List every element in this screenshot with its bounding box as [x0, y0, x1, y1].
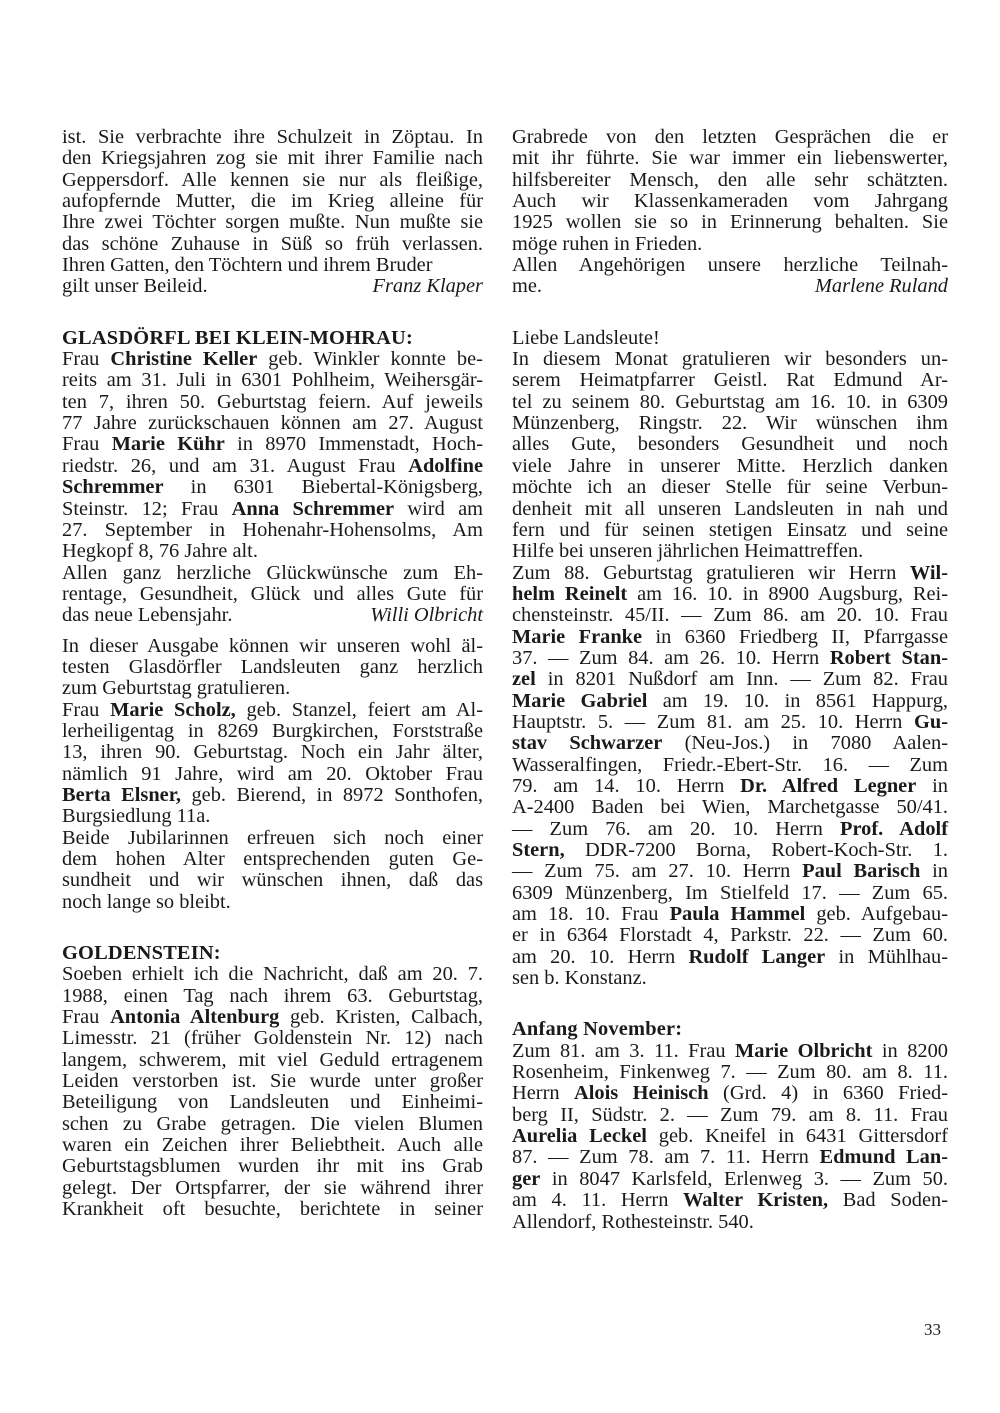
glasdoerfl-birthdays	[62, 349, 483, 562]
text-line: serem Heimatpfarrer Geistl. Rat Edmund Ar-	[512, 369, 948, 392]
left-column	[62, 127, 483, 1221]
text-line: noch lange so bleibt.	[62, 890, 231, 913]
text-line: langem, schwerem, mit viel Geduld ertragenem	[62, 1048, 483, 1071]
person-name: stav Schwarzer	[512, 732, 663, 755]
person-name: Stern,	[512, 839, 565, 861]
person-name: Robert Stan-	[829, 646, 948, 669]
closing-text: me.	[512, 275, 543, 298]
person-name: Gu-	[914, 710, 948, 733]
author-signature: Franz Klaper	[372, 275, 483, 298]
text-line: Beide Jubilarinnen erfreuen sich noch einer	[62, 826, 483, 849]
text-line: Zum 88. Geburtstag gratulieren wir Herrn Wil-	[512, 561, 948, 584]
text-line: Ihre zwei Töchter sorgen mußte. Nun mußte sie	[62, 211, 483, 234]
author-signature: Marlene Ruland	[814, 275, 948, 298]
text-line: — Zum 75. am 27. 10. Herrn Paul Barisch in	[512, 860, 948, 883]
text-line: reits am 31. Juli in 6301 Pohlheim, Weihersgär-	[62, 369, 483, 392]
closing-text: das neue Lebensjahr.	[62, 604, 233, 627]
person-name: Anna Schremmer	[231, 497, 395, 520]
text-line: Schremmer in 6301 Biebertal-Königsberg,	[62, 476, 483, 499]
text-line: den Kriegsjahren zog sie mit ihrer Familie nach	[62, 147, 483, 170]
text-line: Aurelia Leckel geb. Kneifel in 6431 Gittersdorf	[512, 1125, 948, 1148]
text-line: Frau Christine Keller geb. Winkler konnte be-	[62, 348, 483, 371]
person-name: Marie Franke	[512, 625, 643, 648]
person-name: Rudolf Langer	[688, 945, 826, 968]
text-line: Wasseralfingen, Friedr.-Ebert-Str. 16. — Zum	[512, 753, 948, 776]
text-line: 27. September in Hohenahr-Hohensolms, Am	[62, 518, 483, 541]
person-name: Wil-	[909, 561, 948, 584]
signature-line	[62, 276, 483, 297]
goldenstein-obituary	[62, 964, 483, 1220]
right-column	[512, 127, 948, 1233]
person-name: Adolfine	[408, 454, 483, 477]
text-line: Soeben erhielt ich die Nachricht, daß am 20. 7.	[62, 963, 483, 986]
page-number: 33	[924, 1320, 941, 1339]
text-line: 87. — Zum 78. am 7. 11. Herrn Edmund Lan-	[512, 1146, 948, 1169]
person-name: Paula Hammel	[669, 903, 806, 926]
text-line: 77 Jahre zurückschauen können am 27. August	[62, 412, 483, 435]
text-line: Leiden verstorben ist. Sie wurde unter großer	[62, 1070, 483, 1093]
section-heading-glasdoerfl: GLASDÖRFL BEI KLEIN-MOHRAU:	[62, 326, 413, 349]
text-line: Auch wir Klassenkameraden vom Jahrgang	[512, 190, 948, 213]
text-line: waren ein Zeichen ihrer Beliebtheit. Auch alle	[62, 1134, 483, 1157]
text-line: rentage, Gesundheit, Glück und alles Gute für	[62, 582, 483, 605]
text-line: dem hohen Alter entsprechenden guten Ge-	[62, 848, 483, 870]
text-line: ger in 8047 Karlsfeld, Erlenweg 3. — Zum 50.	[512, 1167, 948, 1190]
text-line: zum Geburtstag gratulieren.	[62, 677, 291, 700]
text-line: hilfsbereiter Mensch, den alle sehr schätzten.	[512, 168, 948, 191]
text-line: Zum 81. am 3. 11. Frau Marie Olbricht in 8200	[512, 1039, 948, 1062]
text-line: zel in 8201 Nußdorf am Inn. — Zum 82. Frau	[512, 668, 948, 691]
text-line: Grabrede von den letzten Gesprächen die er	[512, 126, 948, 148]
text-line: Limesstr. 21 (früher Goldenstein Nr. 12) nach	[62, 1027, 483, 1050]
person-name: Marie Kühr	[111, 433, 225, 456]
text-line: Geburtstagsblumen wurden ihr mit ins Grab	[62, 1155, 483, 1178]
person-name: Paul Barisch	[802, 860, 921, 883]
text-line: ten 7, ihren 50. Geburtstag feiern. Auf jeweils	[62, 390, 483, 413]
oldest-closing	[62, 828, 483, 913]
text-line: chensteinstr. 45/II. — Zum 86. am 20. 10. Frau	[512, 604, 948, 627]
text-line: A-2400 Baden bei Wien, Marchetgasse 50/41.	[512, 796, 948, 819]
text-line: sen b. Konstanz.	[512, 967, 647, 990]
person-name: Christine Keller	[110, 348, 258, 371]
text-line: nämlich 91 Jahre, wird am 20. Oktober Frau	[62, 762, 483, 785]
text-line: Marie Franke in 6360 Friedberg II, Pfarrgasse	[512, 625, 948, 648]
text-line: möge ruhen in Frieden.	[512, 232, 703, 255]
text-line: 79. am 14. 10. Herrn Dr. Alfred Legner in	[512, 774, 948, 797]
text-line: Stern, DDR-7200 Borna, Robert-Koch-Str. 1.	[512, 839, 948, 861]
text-line: aufopfernde Mutter, die im Krieg alleine für	[62, 190, 483, 213]
greeting: Liebe Landsleute!	[512, 326, 660, 349]
goldenstein-continued	[512, 127, 948, 255]
person-name: Aurelia Leckel	[512, 1125, 647, 1148]
person-name: Antonia Altenburg	[110, 1006, 280, 1029]
person-name: Edmund Lan-	[819, 1146, 948, 1169]
text-line: stav Schwarzer (Neu-Jos.) in 7080 Aalen-	[512, 732, 948, 755]
text-line: Münzenberg, Ringstr. 22. Wir wünschen ihm	[512, 412, 948, 435]
condolence	[512, 255, 948, 298]
oldest-intro	[62, 636, 483, 700]
text-line: Frau Antonia Altenburg geb. Kristen, Calbach,	[62, 1006, 483, 1029]
text-line: Allen ganz herzliche Glückwünsche zum Eh-	[62, 561, 483, 584]
text-line: — Zum 76. am 20. 10. Herrn Prof. Adolf	[512, 817, 948, 840]
text-line: Allendorf, Rothesteinstr. 540.	[512, 1210, 754, 1233]
text-line: Hauptstr. 5. — Zum 81. am 25. 10. Herrn Gu-	[512, 710, 948, 733]
text-line: Marie Gabriel am 19. 10. in 8561 Happurg,	[512, 689, 948, 712]
text-line: das schöne Zuhause in Süß so früh verlassen.	[62, 232, 483, 255]
section-heading-november: Anfang November:	[512, 1018, 683, 1041]
text-line: 1988, einen Tag nach ihrem 63. Geburtstag,	[62, 984, 483, 1007]
signature-line	[62, 605, 483, 626]
text-line: viele Jahre in unserer Mitte. Herzlich danken	[512, 454, 948, 477]
text-line: schen zu Grabe getragen. Die vielen Blumen	[62, 1112, 483, 1135]
person-name: Marie Gabriel	[512, 689, 648, 712]
text-line: Krankheit oft besuchte, berichtete in seiner	[62, 1198, 483, 1221]
text-line: berg II, Südstr. 2. — Zum 79. am 8. 11. Frau	[512, 1103, 948, 1126]
signature-line	[512, 276, 948, 297]
text-line: möchte ich an dieser Stelle für seine Verbun-	[512, 476, 948, 499]
text-line: Herrn Alois Heinisch (Grd. 4) in 6360 Fried-	[512, 1082, 948, 1105]
oldest-details	[62, 700, 483, 828]
text-line: Frau Marie Kühr in 8970 Immenstadt, Hoch-	[62, 433, 483, 456]
person-name: Alois Heinisch	[574, 1082, 709, 1105]
text-line: 13, ihren 90. Geburtstag. Noch ein Jahr älter,	[62, 741, 483, 764]
person-name: Schremmer	[62, 476, 164, 499]
text-line: ist. Sie verbrachte ihre Schulzeit in Zöptau. In	[62, 126, 483, 148]
person-name: ger	[512, 1167, 541, 1190]
text-line: am 4. 11. Herrn Walter Kristen, Bad Soden-	[512, 1189, 948, 1212]
glasdoerfl-wishes	[62, 563, 483, 627]
text-line: Allen Angehörigen unsere herzliche Teilnah-	[512, 254, 948, 277]
text-line: 1925 wollen sie so in Erinnerung behalten. Sie	[512, 211, 948, 234]
person-name: Walter Kristen,	[683, 1189, 829, 1212]
text-line: lerheiligentag in 8269 Burgkirchen, Forststraße	[62, 719, 483, 742]
text-line: Rosenheim, Finkenweg 7. — Zum 80. am 8. 11.	[512, 1061, 948, 1084]
person-name: Dr. Alfred Legner	[740, 774, 917, 797]
text-line: denheit mit all unseren Landsleuten in nah und	[512, 497, 948, 520]
person-name: Berta Elsner,	[62, 783, 182, 806]
text-line: Hilfe bei unseren jährlichen Heimattreffen.	[512, 540, 864, 563]
october-birthdays	[512, 563, 948, 990]
person-name: Marie Olbricht	[735, 1039, 873, 1062]
closing-text: gilt unser Beileid.	[62, 275, 208, 298]
text-line: 37. — Zum 84. am 26. 10. Herrn Robert Stan-	[512, 646, 948, 669]
text-line: mit ihr führte. Sie war immer ein liebenswerter,	[512, 147, 948, 170]
text-line: Berta Elsner, geb. Bierend, in 8972 Sonthofen,	[62, 783, 484, 806]
text-line: fern und für seinen stetigen Einsatz und seine	[512, 518, 948, 541]
text-line: helm Reinelt am 16. 10. in 8900 Augsburg, Rei-	[512, 582, 948, 605]
text-line: Beteiligung von Landsleuten und Einheimi-	[62, 1091, 483, 1114]
november-birthdays	[512, 1041, 948, 1233]
text-line: alles Gute, besonders Gesundheit und noch	[512, 433, 948, 456]
text-line: gelegt. Der Ortspfarrer, der sie während ihrer	[62, 1176, 483, 1199]
pastor-birthday	[512, 349, 948, 562]
text-line: am 20. 10. Herrn Rudolf Langer in Mühlhau-	[512, 945, 948, 968]
section-heading-goldenstein: GOLDENSTEIN:	[62, 942, 221, 965]
text-line: Geppersdorf. Alle kennen sie nur als fleißige,	[62, 168, 483, 191]
text-line: am 18. 10. Frau Paula Hammel geb. Aufgebau-	[512, 903, 949, 926]
text-line: Hegkopf 8, 76 Jahre alt.	[62, 540, 258, 563]
text-line: sundheit und wir wünschen ihnen, daß das	[62, 869, 483, 892]
text-line: In dieser Ausgabe können wir unseren wohl äl-	[62, 634, 483, 657]
text-line: Steinstr. 12; Frau Anna Schremmer wird am	[62, 497, 483, 520]
obituary-continued	[62, 127, 483, 298]
person-name: Marie Scholz,	[110, 698, 236, 721]
author-signature: Willi Olbricht	[370, 604, 483, 627]
person-name: helm Reinelt	[512, 582, 628, 605]
text-line: 6309 Münzenberg, Im Stielfeld 17. — Zum 65.	[512, 881, 948, 904]
text-line: riedstr. 26, und am 31. August Frau Adolfine	[62, 454, 483, 477]
person-name: Prof. Adolf	[840, 817, 948, 840]
text-line: Ihren Gatten, den Töchtern und ihrem Bruder	[62, 254, 433, 277]
text-line: Burgsiedlung 11a.	[62, 805, 211, 828]
person-name: zel	[512, 668, 536, 691]
text-line: Frau Marie Scholz, geb. Stanzel, feiert am Al-	[62, 698, 484, 721]
text-line: er in 6364 Florstadt 4, Parkstr. 22. — Zum 60.	[512, 924, 948, 947]
text-line: tel zu seinem 80. Geburtstag am 16. 10. in 6309	[512, 390, 948, 413]
text-line: testen Glasdörfler Landsleuten ganz herzlich	[62, 655, 483, 678]
text-line: In diesem Monat gratulieren wir besonders un-	[512, 348, 948, 371]
